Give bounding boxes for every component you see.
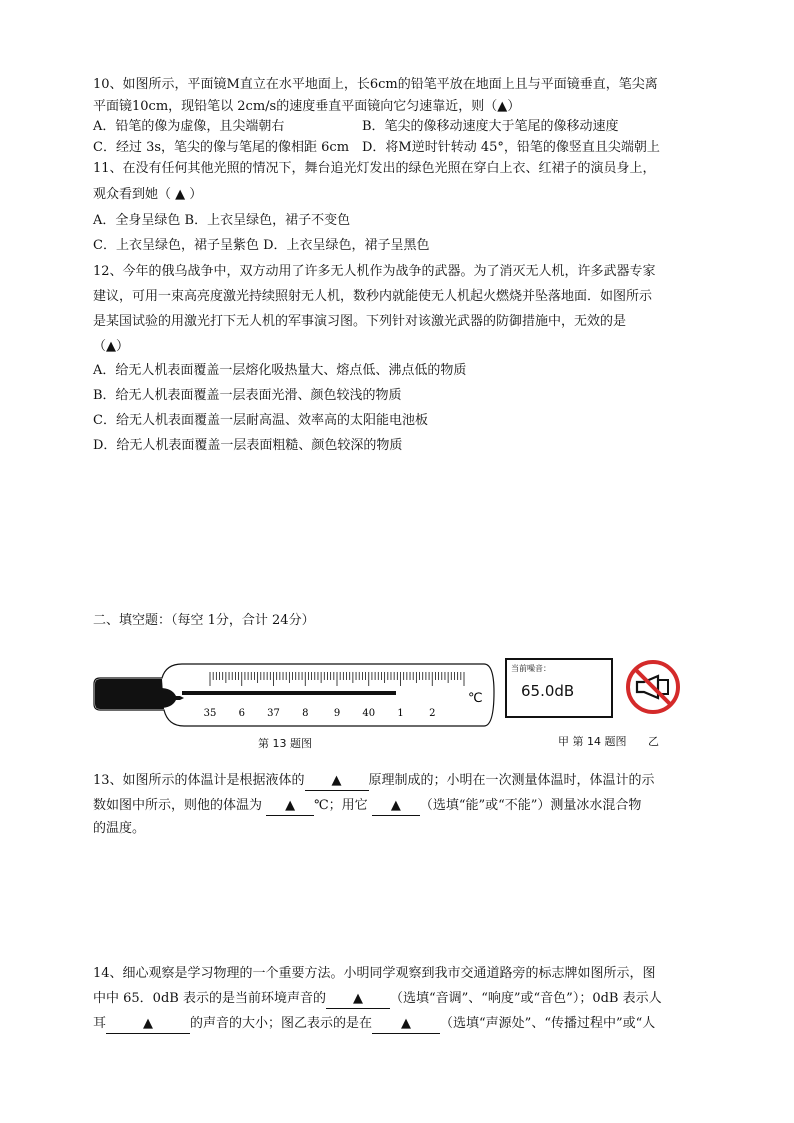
q13-answer-blank-3[interactable]: ▲ (372, 797, 420, 816)
q12-stem-line3: 是某国试验的用激光打下无人机的军事演习图。下列针对该激光武器的防御措施中，无效的是 (93, 314, 627, 329)
q12-option-d: D．给无人机表面覆盖一层表面粗糙、颜色较深的物质 (93, 438, 403, 453)
q10-stem-line2: 平面镜10cm，现铅笔以 2cm/s的速度垂直平面镜向它匀速靠近，则（▲） (93, 99, 521, 114)
q14-text-5: 的声音的大小；图乙表示的是在 (190, 1016, 373, 1031)
q13-text-5: （选填“能”或“不能”）测量冰水混合物 (419, 798, 642, 813)
q11-stem-line1: 11、在没有任何其他光照的情况下，舞台追光灯发出的绿色光照在穿白上衣、红裙子的演员身上， (93, 161, 656, 176)
thermometer-scale-label: 2 (429, 708, 436, 719)
thermometer-scale-label: 6 (238, 708, 245, 719)
thermometer-drawing (92, 660, 496, 732)
q13-text-4: ℃；用它 (314, 798, 372, 813)
q13-line3: 的温度。 (93, 821, 146, 836)
noise-figure-caption-right: 乙 (648, 735, 659, 748)
thermometer-caption: 第 13 题图 (258, 737, 312, 750)
q12-stem-line4: （▲） (93, 339, 129, 354)
q13-answer-blank-2[interactable]: ▲ (266, 797, 314, 816)
thermometer-scale-label: 37 (267, 708, 280, 719)
q14-text-6: （选填“声源处”、“传播过程中”或“人 (440, 1016, 656, 1031)
q12-option-b: B．给无人机表面覆盖一层表面光滑、颜色较浅的物质 (93, 388, 402, 403)
q13-text-3: 数如图中所示，则他的体温为 (93, 798, 267, 813)
q13-text-2: 原理制成的；小明在一次测量体温时，体温计的示 (368, 773, 655, 788)
q14-text-4: 耳 (93, 1016, 107, 1031)
noise-figure-caption: 甲 第 14 题图 (558, 735, 627, 748)
q13-line1 (93, 772, 655, 791)
noise-meter-sign (505, 658, 613, 718)
thermometer-unit: ℃ (468, 691, 483, 706)
q14-line2 (93, 990, 662, 1009)
q14-line1: 14、细心观察是学习物理的一个重要方法。小明同学观察到我市交通道路旁的标志牌如图所示，图 (93, 966, 656, 981)
noise-meter-value: 65.0dB (521, 682, 575, 700)
no-honking-sign (624, 658, 682, 716)
q13-text-1: 13、如图所示的体温计是根据液体的 (93, 773, 305, 788)
q12-stem-line2: 建议，可用一束高亮度激光持续照射无人机，数秒内就能使无人机起火燃烧并坠落地面．如图所示 (93, 289, 653, 304)
q13-line2 (93, 797, 641, 816)
q11-options-ab: A．全身呈绿色 B．上衣呈绿色，裙子不变色 (93, 213, 351, 228)
thermometer-scale-label: 40 (362, 708, 376, 719)
q14-line3 (93, 1015, 655, 1034)
thermometer-scale-label: 35 (203, 708, 217, 719)
thermometer-scale-label: 1 (397, 708, 404, 719)
q14-text-3: （选填“音调”、“响度”或“音色”）；0dB 表示人 (389, 991, 662, 1006)
thermometer-scale-label: 9 (333, 708, 341, 719)
q12-stem-line1: 12、今年的俄乌战争中，双方动用了许多无人机作为战争的武器。为了消灭无人机，许多武器专家 (93, 264, 656, 279)
q12-option-a: A．给无人机表面覆盖一层熔化吸热量大、熔点低、沸点低的物质 (93, 363, 467, 378)
q13-answer-blank-1[interactable]: ▲ (305, 772, 369, 791)
q14-answer-blank-1[interactable]: ▲ (326, 990, 390, 1009)
q11-stem-line2: 观众看到她（ ▲ ） (93, 187, 203, 202)
q14-text-2: 中中 65．0dB 表示的是当前环境声音的 (93, 991, 326, 1006)
section-heading: 二、填空题：（每空 1分，合计 24分） (93, 613, 315, 628)
q12-option-c: C．给无人机表面覆盖一层耐高温、效率高的太阳能电池板 (93, 413, 428, 428)
q10-stem-line1: 10、如图所示，平面镜M直立在水平地面上，长6cm的铅笔平放在地面上且与平面镜垂直，笔尖离 (93, 77, 658, 92)
thermometer-figure (92, 660, 496, 732)
noise-meter-title: 当前噪音： (511, 664, 551, 673)
q14-answer-blank-2[interactable]: ▲ (106, 1015, 190, 1034)
q10-option-c: C．经过 3s，笔尖的像与笔尾的像相距 6cm (93, 140, 350, 155)
no-honking-icon (624, 658, 682, 716)
q10-option-a: A．铅笔的像为虚像，且尖端朝右 (93, 119, 285, 134)
q11-options-cd: C．上衣呈绿色，裙子呈紫色 D．上衣呈绿色，裙子呈黑色 (93, 238, 430, 253)
q14-answer-blank-3[interactable]: ▲ (372, 1015, 440, 1034)
q10-option-d: D．将M逆时针转动 45°，铅笔的像竖直且尖端朝上 (362, 140, 660, 155)
thermometer-scale-label: 8 (302, 708, 309, 719)
q10-option-b: B．笔尖的像移动速度大于笔尾的像移动速度 (362, 119, 619, 134)
